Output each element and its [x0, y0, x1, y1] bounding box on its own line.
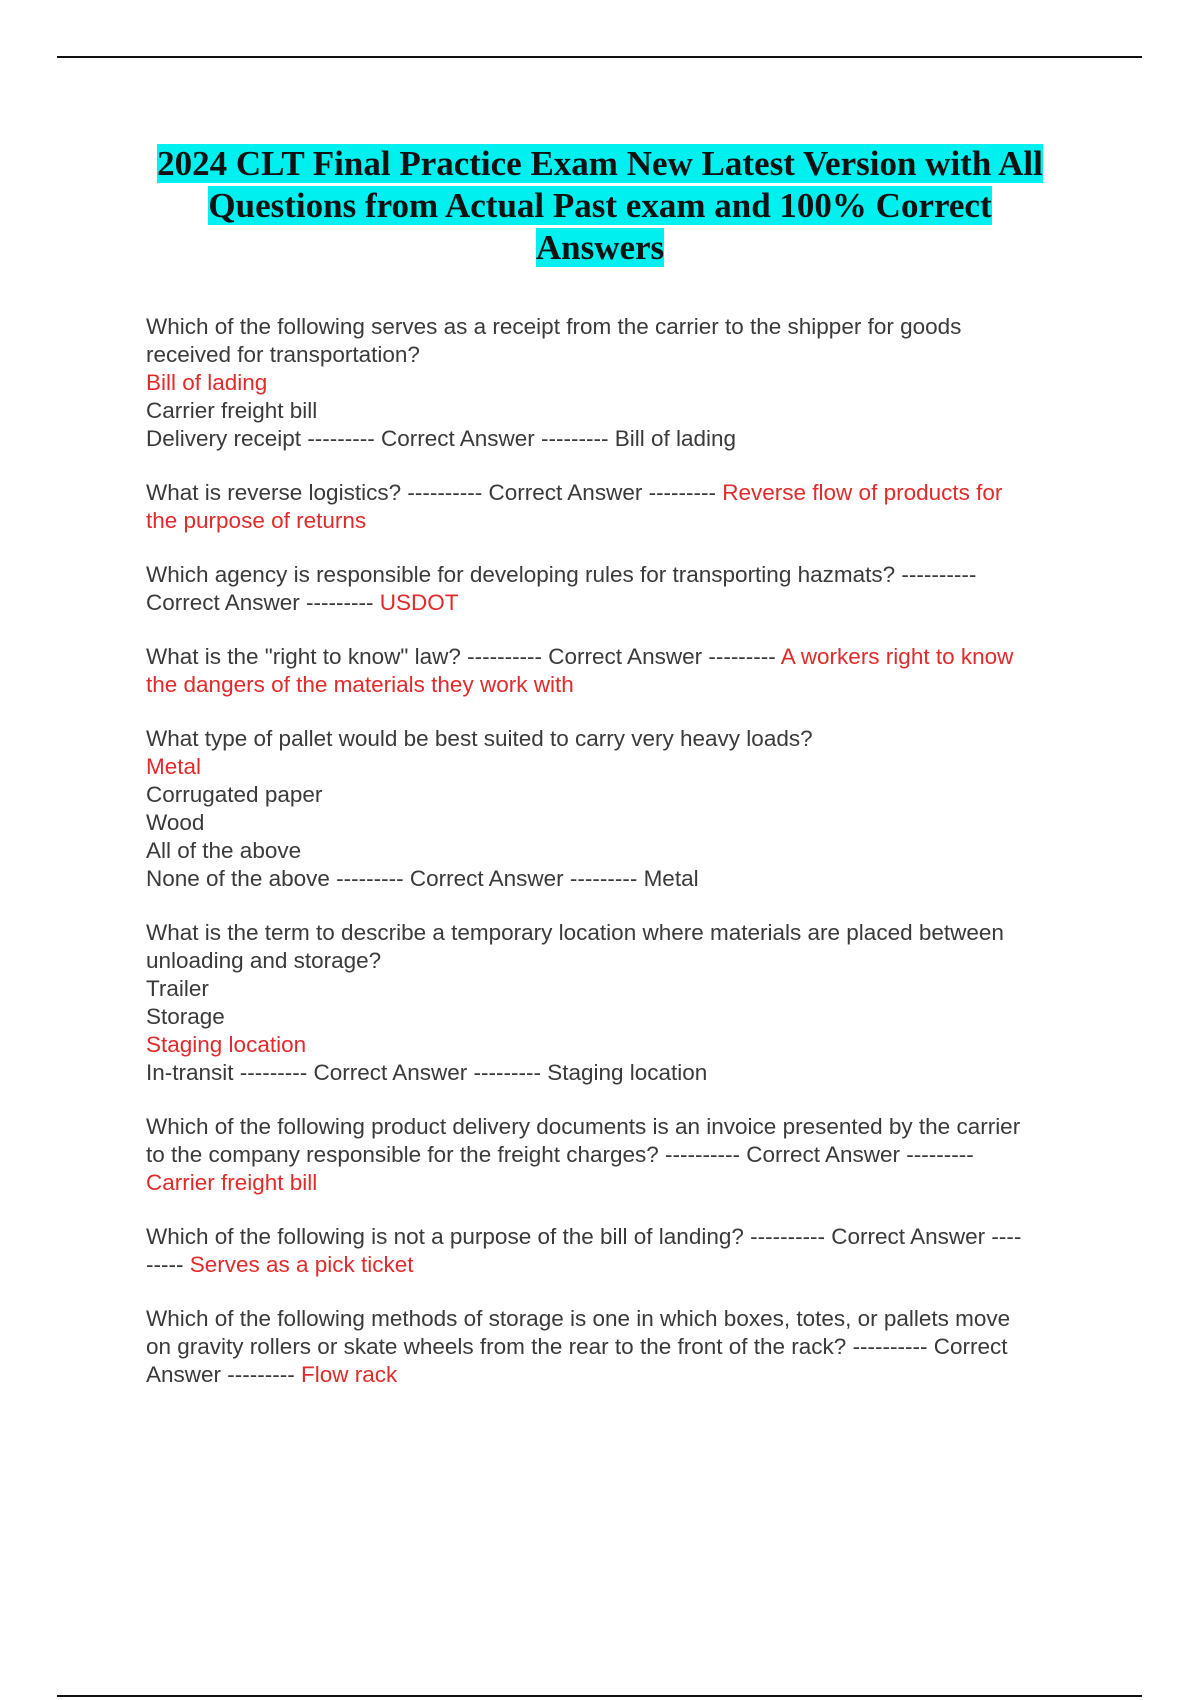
- answer-separator: --------- Correct Answer ---------: [329, 866, 644, 891]
- answer-text: the purpose of returns: [146, 508, 367, 533]
- document-title: [100, 143, 1100, 269]
- answer-line: [146, 479, 1091, 507]
- qa-item: [146, 479, 1091, 535]
- answer-separator: --------- Correct Answer ---------: [233, 1060, 548, 1085]
- answer-text: Flow rack: [300, 1362, 398, 1387]
- answer-separator: Answer ---------: [146, 1362, 301, 1387]
- bottom-rule: [57, 1695, 1142, 1697]
- correct-option: Bill of lading: [146, 370, 268, 395]
- option: In-transit: [146, 1060, 234, 1085]
- answer-line: [146, 1059, 1091, 1087]
- answer-text: Serves as a pick ticket: [189, 1252, 414, 1277]
- qa-item: [146, 919, 1091, 1087]
- question-text: Which of the following is not a purpose of the bill of landing? ---------- Correct Answer ----: [146, 1224, 1022, 1249]
- answer-text: Bill of lading: [614, 426, 737, 451]
- qa-item: [146, 313, 1091, 453]
- question-text: Which of the following serves as a receipt from the carrier to the shipper for goods: [146, 314, 962, 339]
- qa-item: [146, 1223, 1091, 1279]
- question-text: Which of the following product delivery documents is an invoice presented by the carrier: [146, 1114, 1021, 1139]
- qa-list: [146, 313, 1091, 1415]
- option: Storage: [146, 1004, 225, 1029]
- question-text: What is reverse logistics?: [146, 480, 402, 505]
- question-text: unloading and storage?: [146, 948, 382, 973]
- answer-separator: --------- Correct Answer ---------: [301, 426, 615, 451]
- option: Wood: [146, 810, 205, 835]
- answer-text: A workers right to know: [780, 644, 1014, 669]
- question-text: What type of pallet would be best suited to carry very heavy loads?: [146, 726, 813, 751]
- answer-line: [146, 865, 1091, 893]
- option: Delivery receipt: [146, 426, 302, 451]
- question-text: What is the "right to know" law?: [146, 644, 461, 669]
- answer-text: Metal: [643, 866, 699, 891]
- question-text: on gravity rollers or skate wheels from the rear to the front of the rack? ---------- Correct: [146, 1334, 1008, 1359]
- answer-separator: -----: [146, 1252, 190, 1277]
- answer-line: [146, 643, 1091, 671]
- option: Carrier freight bill: [146, 398, 318, 423]
- question-text: What is the term to describe a temporary location where materials are placed between: [146, 920, 1004, 945]
- option: All of the above: [146, 838, 302, 863]
- answer-line: [146, 1251, 1091, 1279]
- answer-separator: Correct Answer ---------: [146, 590, 380, 615]
- qa-item: [146, 725, 1091, 893]
- answer-text: Reverse flow of products for: [722, 480, 1003, 505]
- qa-item: [146, 561, 1091, 617]
- qa-item: [146, 1305, 1091, 1389]
- option: None of the above: [146, 866, 330, 891]
- option: Trailer: [146, 976, 209, 1001]
- question-text: received for transportation?: [146, 342, 420, 367]
- question-text: to the company responsible for the freight charges? ---------- Correct Answer ---------: [146, 1142, 974, 1167]
- answer-text: Staging location: [547, 1060, 708, 1085]
- answer-text: USDOT: [379, 590, 459, 615]
- answer-separator: ---------- Correct Answer ---------: [401, 480, 723, 505]
- answer-line: [146, 425, 1091, 453]
- qa-item: [146, 643, 1091, 699]
- correct-option: Metal: [146, 754, 202, 779]
- qa-item: [146, 1113, 1091, 1197]
- answer-text: Carrier freight bill: [146, 1170, 318, 1195]
- question-text: Which agency is responsible for developing rules for transporting hazmats? ----------: [146, 562, 977, 587]
- title-line-3: Answers: [535, 228, 665, 267]
- answer-separator: ---------- Correct Answer ---------: [460, 644, 781, 669]
- answer-text: the dangers of the materials they work with: [146, 672, 574, 697]
- title-line-2: Questions from Actual Past exam and 100% Correct: [208, 186, 992, 225]
- option: Corrugated paper: [146, 782, 323, 807]
- answer-line: [146, 1361, 1091, 1389]
- question-text: Which of the following methods of storage is one in which boxes, totes, or pallets move: [146, 1306, 1011, 1331]
- correct-option: Staging location: [146, 1032, 307, 1057]
- top-rule: [57, 56, 1142, 58]
- title-line-1: 2024 CLT Final Practice Exam New Latest Version with All: [157, 144, 1043, 183]
- answer-line: [146, 589, 1091, 617]
